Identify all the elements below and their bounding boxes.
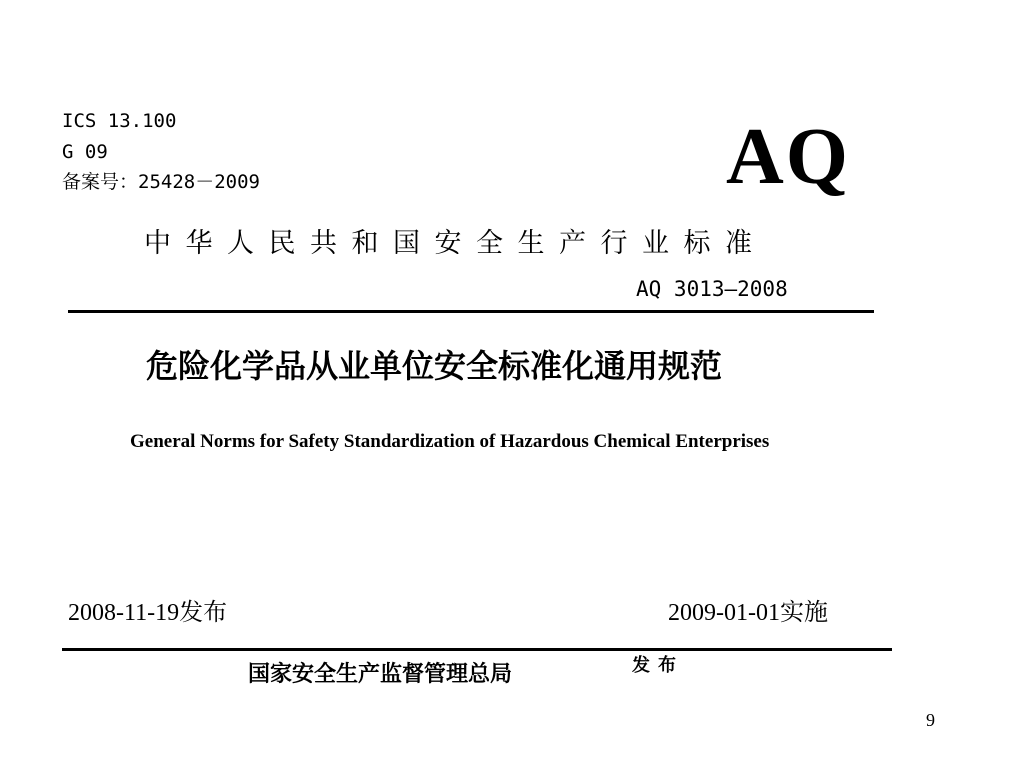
standard-number: AQ 3013—2008 bbox=[636, 277, 788, 301]
record-number: 备案号：25428－2009 bbox=[62, 171, 260, 193]
bottom-divider bbox=[62, 648, 892, 651]
title-chinese: 危险化学品从业单位安全标准化通用规范 bbox=[146, 347, 723, 385]
effective-date: 2009-01-01实施 bbox=[668, 600, 828, 626]
top-divider bbox=[68, 310, 874, 313]
aq-logo: AQ bbox=[726, 113, 850, 201]
issue-label: 发布 bbox=[632, 655, 684, 676]
title-english: General Norms for Safety Standardization of Hazardous Chemical Enterprises bbox=[130, 431, 770, 452]
ics-code: ICS 13.100 bbox=[62, 110, 177, 132]
standard-category: 中华人民共和国安全生产行业标准 bbox=[144, 228, 767, 259]
page-number: 9 bbox=[926, 710, 935, 730]
issuing-authority: 国家安全生产监督管理总局 bbox=[248, 662, 513, 687]
g-code: G 09 bbox=[62, 141, 108, 163]
issue-date: 2008-11-19发布 bbox=[68, 600, 228, 626]
